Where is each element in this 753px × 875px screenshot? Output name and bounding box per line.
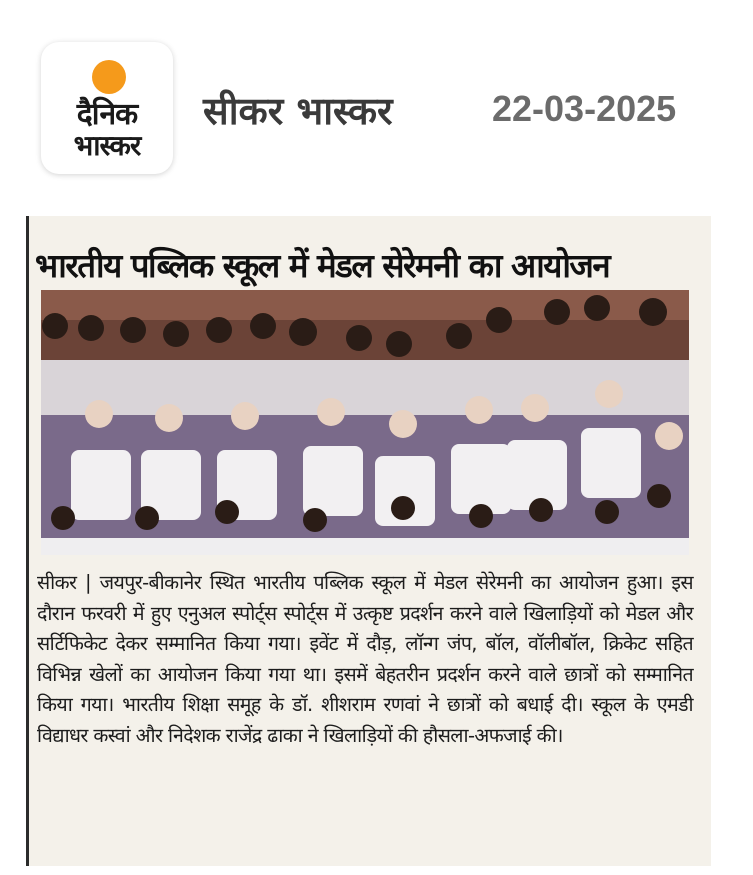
logo-sun-icon (92, 60, 126, 94)
article-headline: भारतीय पब्लिक स्कूल में मेडल सेरेमनी का आयोजन (35, 246, 610, 285)
edition-title: सीकर भास्कर (203, 89, 393, 133)
logo-text-line2: भास्कर (73, 129, 141, 162)
article-body: सीकर | जयपुर-बीकानेर स्थित भारतीय पब्लिक स्कूल में मेडल सेरेमनी का आयोजन हुआ। इस दौरान फरवरी में हुए एनुअल स्पोर्ट्स स्पोर्ट्स में उत्कृष्ट प्रदर्शन करने वाले खिलाड़ियों को मेडल और सर्टिफिकेट देकर सम्मानित किया गया। इवेंट में दौड़, लॉन्ग जंप, बॉल, वॉलीबॉल, क्रिकेट सहित विभिन्न खेलों का आयोजन किया गया था। इसमें बेहतरीन प्रदर्शन करने वाले छात्रों को सम्मानित किया गया। भारतीय शिक्षा समूह के डॉ. शीशराम रणवां ने छात्रों को बधाई दी। स्कूल के एमडी विद्याधर कस्वां और निदेशक राजेंद्र ढाका ने खिलाड़ियों की हौसला-अफजाई की। (37, 571, 693, 747)
group-photo (41, 290, 689, 555)
logo-text-line1: दैनिक (76, 97, 138, 132)
group-photo-icon (41, 290, 689, 555)
app-logo[interactable] (41, 42, 173, 174)
news-clipping (26, 216, 711, 866)
edition-date: 22-03-2025 (492, 88, 677, 129)
